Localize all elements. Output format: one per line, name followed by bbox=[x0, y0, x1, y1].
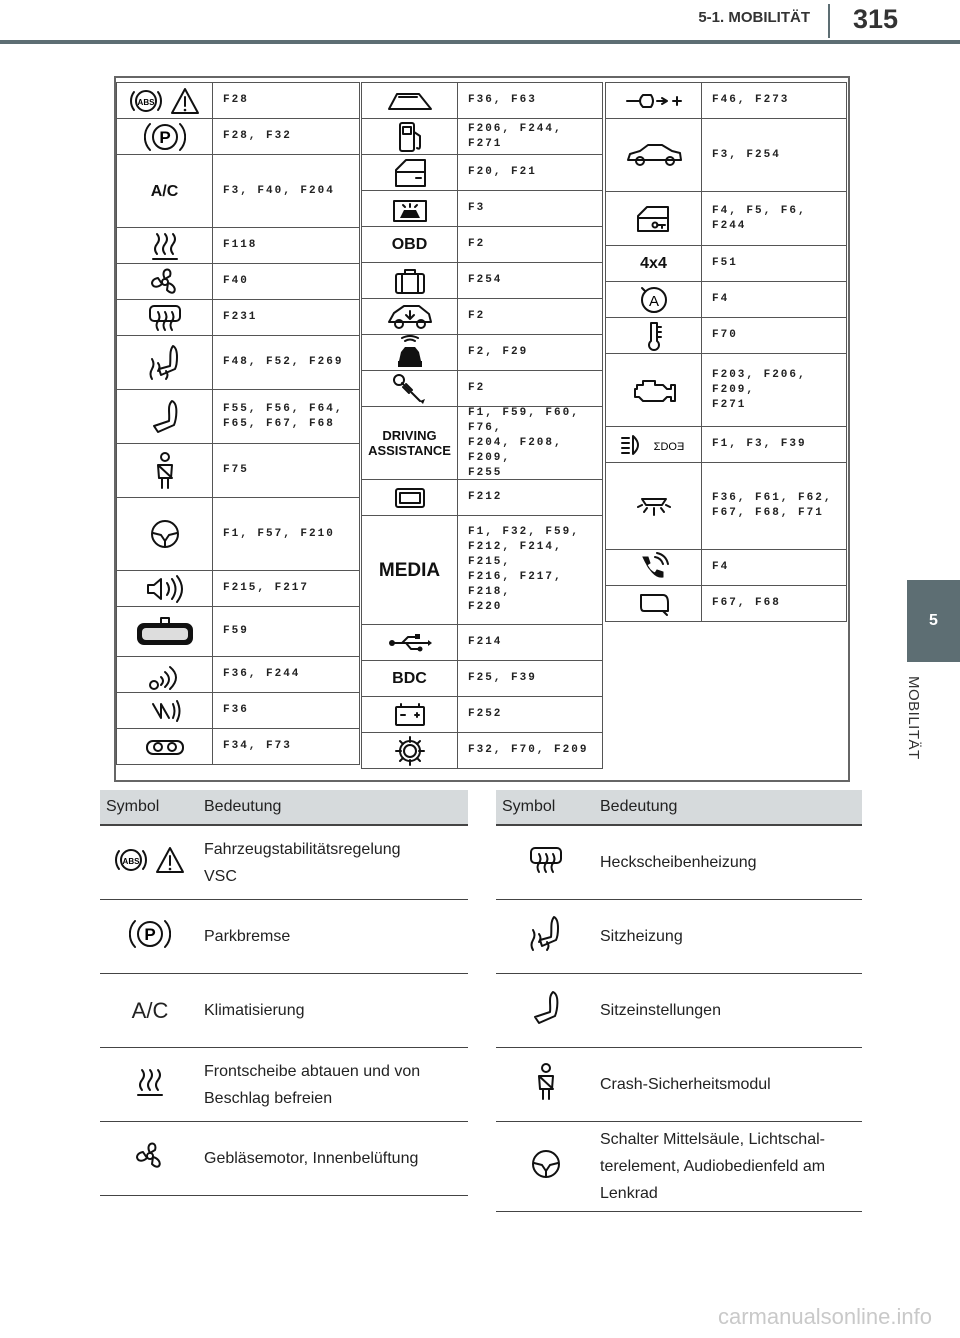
fuse-codes: F1, F59, F60, F76, F204, F208, F209, F255 bbox=[468, 406, 580, 479]
legend-row bbox=[496, 1122, 862, 1212]
fuse-row bbox=[361, 334, 603, 371]
watermark: carmanualsonline.info bbox=[717, 1304, 932, 1329]
fuse-symbol-cell bbox=[362, 299, 458, 334]
fuse-codes: F2 bbox=[468, 238, 486, 250]
fuse-symbol-cell bbox=[362, 480, 458, 515]
display-icon bbox=[392, 486, 428, 510]
fuse-symbol-cell bbox=[117, 228, 213, 263]
fuse-symbol-cell bbox=[606, 119, 702, 191]
fuse-row bbox=[361, 515, 603, 625]
phone-icon bbox=[636, 552, 672, 584]
fuse-row bbox=[116, 389, 360, 444]
fuse-row bbox=[116, 118, 360, 155]
fuse-codes: F55, F56, F64, F65, F67, F68 bbox=[223, 402, 344, 430]
fuse-symbol-cell bbox=[117, 657, 213, 692]
auto-icon bbox=[637, 283, 671, 317]
ac-icon: A/C bbox=[150, 182, 179, 200]
fuse-symbol-cell bbox=[117, 571, 213, 606]
fuse-symbol-cell bbox=[117, 607, 213, 656]
media-icon: MEDIA bbox=[378, 559, 441, 581]
legend-symbol bbox=[496, 1122, 596, 1211]
driving-assistance-icon: DRIVING ASSISTANCE bbox=[368, 428, 451, 458]
legend-symbol bbox=[496, 900, 596, 973]
fuse-codes: F206, F244, F271 bbox=[468, 122, 563, 150]
interior-mirror-icon bbox=[134, 615, 196, 649]
headlight-level-icon bbox=[623, 91, 685, 111]
fuel-icon bbox=[395, 120, 425, 154]
legend-row bbox=[496, 826, 862, 900]
fuse-symbol-cell bbox=[117, 336, 213, 389]
fuse-row bbox=[361, 660, 603, 697]
door-lock-icon bbox=[632, 204, 676, 234]
fuse-row bbox=[361, 154, 603, 191]
thermometer-icon bbox=[643, 319, 665, 353]
fuse-symbol-cell bbox=[362, 516, 458, 624]
fuse-symbol-cell bbox=[362, 263, 458, 298]
legend-description: Schalter Mittelsäule, Lichtschal- terelement, Audiobedienfeld am Lenkrad bbox=[600, 1131, 826, 1202]
fuse-symbol-cell bbox=[606, 550, 702, 585]
sunroof-icon bbox=[385, 89, 435, 113]
fuse-codes: F36 bbox=[223, 704, 249, 716]
fuse-row bbox=[116, 497, 360, 571]
fuse-row bbox=[116, 606, 360, 657]
seat-heater-icon bbox=[527, 914, 565, 959]
fuse-row bbox=[361, 696, 603, 733]
fuse-row bbox=[605, 353, 847, 427]
legend-description: Fahrzeugstabilitätsregelung VSC bbox=[204, 840, 401, 885]
legend-description: Gebläsemotor, Innenbelüftung bbox=[204, 1150, 419, 1167]
fuse-symbol-cell bbox=[117, 155, 213, 227]
fuse-row bbox=[116, 728, 360, 765]
fuse-codes: F252 bbox=[468, 708, 503, 720]
fuse-codes: F67, F68 bbox=[712, 597, 781, 609]
fuse-symbol-cell bbox=[117, 693, 213, 728]
legend-symbol bbox=[496, 974, 596, 1047]
fuse-symbol-cell bbox=[606, 83, 702, 118]
fuse-row bbox=[116, 227, 360, 264]
col-symbol-header: Symbol bbox=[502, 798, 556, 815]
fuse-codes: F70 bbox=[712, 329, 738, 341]
windshield-defrost-icon bbox=[135, 1066, 165, 1103]
seat-adjust-icon bbox=[148, 398, 182, 436]
wash-icon bbox=[391, 194, 429, 224]
fuse-row bbox=[605, 549, 847, 586]
fuse-codes: F36, F61, F62, F67, F68, F71 bbox=[712, 492, 833, 519]
fuse-codes: F1, F32, F59, F212, F214, F215, F216, F217, F218, F220 bbox=[468, 526, 580, 613]
fuse-row bbox=[116, 82, 360, 119]
fuse-codes: F36, F244 bbox=[223, 668, 301, 680]
legend-description: Sitzeinstellungen bbox=[600, 1002, 721, 1019]
fuse-symbol-cell bbox=[362, 191, 458, 226]
key-signal-icon bbox=[147, 658, 183, 692]
windshield-defrost-icon bbox=[150, 230, 180, 262]
fuse-row bbox=[605, 462, 847, 550]
parking-brake-icon bbox=[144, 118, 186, 156]
fuse-symbol-cell bbox=[362, 697, 458, 732]
legend-description: Klimatisierung bbox=[204, 1002, 305, 1019]
legend-description: Heckscheibenheizung bbox=[600, 854, 757, 871]
fuse-codes: F1, F3, F39 bbox=[712, 438, 807, 450]
legend-symbol bbox=[496, 1048, 596, 1121]
fuse-row bbox=[361, 82, 603, 119]
mirror-icon bbox=[636, 591, 672, 617]
fuse-symbol-cell bbox=[606, 192, 702, 245]
chapter-tab[interactable]: 5 bbox=[907, 580, 960, 662]
seatbelt-icon bbox=[532, 1062, 560, 1107]
legend-symbol bbox=[100, 974, 200, 1047]
abs-warning-icon bbox=[129, 84, 201, 118]
dome-light-icon bbox=[634, 491, 674, 521]
fuse-codes: F59 bbox=[223, 625, 249, 637]
fuse-row bbox=[605, 191, 847, 246]
fuse-row bbox=[361, 370, 603, 407]
fuse-codes: F3, F254 bbox=[712, 148, 781, 161]
fuse-symbol-cell bbox=[362, 155, 458, 190]
legend-row bbox=[100, 826, 468, 900]
seat-heater-icon bbox=[146, 343, 184, 383]
car-roof-icon bbox=[385, 302, 435, 332]
legend-row bbox=[496, 974, 862, 1048]
fuse-codes: F34, F73 bbox=[223, 740, 292, 752]
legend-symbol bbox=[496, 826, 596, 899]
fuse-row bbox=[361, 732, 603, 769]
battery-icon bbox=[393, 702, 427, 728]
fuse-row bbox=[605, 317, 847, 354]
fuse-symbol-cell bbox=[606, 463, 702, 549]
legend-row bbox=[100, 900, 468, 974]
glasses-icon bbox=[143, 735, 187, 759]
engine-icon bbox=[629, 373, 679, 407]
rear-window-heater-icon bbox=[528, 845, 564, 880]
legend-header bbox=[496, 790, 862, 826]
usb-icon bbox=[386, 633, 434, 653]
nfc-icon bbox=[147, 696, 183, 726]
fuse-symbol-cell bbox=[117, 390, 213, 443]
fan-icon bbox=[147, 264, 183, 300]
page-number: 315 bbox=[852, 4, 898, 34]
legend-symbol bbox=[100, 826, 200, 899]
fuse-codes: F51 bbox=[712, 257, 738, 269]
col-meaning-header: Bedeutung bbox=[600, 798, 678, 815]
legend-row bbox=[100, 1048, 468, 1122]
chapter-label bbox=[905, 676, 945, 786]
fuse-codes: F3, F40, F204 bbox=[223, 184, 335, 197]
fuse-codes: F254 bbox=[468, 274, 503, 286]
steering-wheel-icon bbox=[529, 1147, 563, 1186]
fan-icon bbox=[132, 1138, 168, 1179]
gear-icon bbox=[393, 734, 427, 768]
door-icon bbox=[390, 157, 430, 189]
svg-text:ABS: ABS bbox=[122, 857, 140, 866]
fuse-codes: F28, F32 bbox=[223, 130, 292, 142]
fuse-row bbox=[116, 692, 360, 729]
header-rule bbox=[0, 40, 960, 44]
fuse-symbol-cell bbox=[362, 733, 458, 768]
fuse-codes: F2, F29 bbox=[468, 346, 529, 358]
steering-wheel-icon bbox=[148, 517, 182, 551]
fuse-codes: F40 bbox=[223, 275, 249, 287]
fuse-row bbox=[116, 335, 360, 390]
seat-adjust-icon bbox=[529, 989, 563, 1032]
col-meaning-header: Bedeutung bbox=[204, 798, 282, 815]
legend-description: Frontscheibe abtauen und von Beschlag befreien bbox=[204, 1062, 421, 1107]
header-divider bbox=[828, 4, 830, 38]
legend-row bbox=[100, 974, 468, 1048]
fuse-codes: F3 bbox=[468, 202, 486, 214]
svg-text:A: A bbox=[648, 292, 659, 310]
seatbelt-icon bbox=[151, 451, 179, 491]
fuse-row bbox=[361, 479, 603, 516]
fuse-codes: F48, F52, F269 bbox=[223, 356, 344, 368]
fuse-row bbox=[116, 656, 360, 693]
speaker-icon bbox=[143, 574, 187, 604]
rear-window-heater-icon bbox=[147, 303, 183, 333]
fuse-symbol-cell bbox=[362, 661, 458, 696]
fuse-symbol-cell bbox=[606, 318, 702, 353]
fuse-row bbox=[361, 226, 603, 263]
legend-row bbox=[496, 1048, 862, 1122]
section-title: 5-1. MOBILITÄT bbox=[698, 9, 810, 26]
fuse-row bbox=[361, 624, 603, 661]
fuse-symbol-panel bbox=[114, 76, 850, 782]
svg-text:ƩDOƎ: ƩDOƎ bbox=[653, 440, 684, 453]
fuse-row bbox=[605, 82, 847, 119]
4x4-icon: 4x4 bbox=[640, 255, 667, 272]
fuse-symbol-cell bbox=[117, 729, 213, 764]
fuse-symbol-cell bbox=[362, 227, 458, 262]
fuse-row bbox=[361, 190, 603, 227]
fuse-row bbox=[361, 298, 603, 335]
fuse-symbol-cell bbox=[117, 83, 213, 118]
fuse-codes: F4 bbox=[712, 561, 730, 573]
fuse-symbol-cell bbox=[362, 335, 458, 370]
legend-symbol bbox=[100, 1048, 200, 1121]
fuse-row bbox=[116, 570, 360, 607]
fuse-codes: F231 bbox=[223, 311, 258, 323]
fuse-row bbox=[116, 443, 360, 498]
fuse-codes: F2 bbox=[468, 310, 486, 322]
ac-icon: A/C bbox=[131, 998, 169, 1023]
fuse-codes: F4 bbox=[712, 293, 730, 305]
fuse-symbol-cell bbox=[117, 264, 213, 299]
page-header bbox=[0, 0, 960, 46]
parking-brake-icon bbox=[129, 915, 171, 958]
fuse-row bbox=[605, 118, 847, 192]
col-symbol-header: Symbol bbox=[106, 798, 160, 815]
legend-description: Sitzheizung bbox=[600, 928, 683, 945]
fuse-row bbox=[361, 118, 603, 155]
fuse-codes: F20, F21 bbox=[468, 166, 537, 178]
fuse-row bbox=[361, 262, 603, 299]
fuse-symbol-cell bbox=[362, 371, 458, 406]
fuse-codes: F75 bbox=[223, 464, 249, 476]
fuse-codes: F36, F63 bbox=[468, 94, 537, 106]
fuse-row bbox=[605, 245, 847, 282]
legend-symbol bbox=[100, 1122, 200, 1195]
fuse-row bbox=[605, 426, 847, 463]
fuse-codes: F215, F217 bbox=[223, 582, 310, 594]
fuse-symbol-cell bbox=[117, 498, 213, 570]
car-side-icon bbox=[624, 141, 684, 169]
legend-row bbox=[496, 900, 862, 974]
fuse-symbol-cell bbox=[606, 427, 702, 462]
obd-icon: OBD bbox=[391, 236, 428, 253]
fuse-row bbox=[605, 585, 847, 622]
fuse-codes: F25, F39 bbox=[468, 672, 537, 684]
fuse-symbol-cell bbox=[362, 625, 458, 660]
fuse-row bbox=[116, 263, 360, 300]
legend-row bbox=[100, 1122, 468, 1196]
fuse-row bbox=[361, 406, 603, 480]
fuse-symbol-cell bbox=[606, 586, 702, 621]
fuse-codes: F2 bbox=[468, 382, 486, 394]
tow-hitch-icon bbox=[390, 371, 430, 407]
fuse-codes: F32, F70, F209 bbox=[468, 744, 589, 756]
fuse-symbol-cell bbox=[606, 282, 702, 317]
fuse-codes: F1, F57, F210 bbox=[223, 527, 335, 540]
abs-warning-icon bbox=[114, 843, 186, 882]
fuse-codes: F118 bbox=[223, 239, 258, 251]
fuse-codes: F28 bbox=[223, 94, 249, 106]
legend-symbol bbox=[100, 900, 200, 973]
fuse-row bbox=[116, 154, 360, 228]
car-sensor-icon bbox=[392, 335, 428, 371]
bdc-icon: BDC bbox=[392, 670, 427, 687]
svg-text:P: P bbox=[144, 925, 156, 944]
fuse-row bbox=[116, 299, 360, 336]
fuse-symbol-cell bbox=[362, 83, 458, 118]
svg-text:ABS: ABS bbox=[137, 97, 154, 107]
svg-text:P: P bbox=[158, 127, 171, 147]
legend-description: Crash-Sicherheitsmodul bbox=[600, 1076, 771, 1093]
fuse-symbol-cell bbox=[117, 300, 213, 335]
fuse-symbol-cell bbox=[606, 354, 702, 426]
fuse-codes: F4, F5, F6, F244 bbox=[712, 204, 807, 232]
fuse-row bbox=[605, 281, 847, 318]
lights-icon bbox=[619, 433, 689, 457]
fuse-codes: F203, F206, F209, F271 bbox=[712, 368, 807, 411]
fuse-codes: F214 bbox=[468, 636, 503, 648]
fuse-symbol-cell bbox=[362, 119, 458, 154]
fuse-codes: F212 bbox=[468, 491, 503, 503]
luggage-icon bbox=[392, 266, 428, 296]
fuse-symbol-cell bbox=[117, 119, 213, 154]
legend-description: Parkbremse bbox=[204, 928, 291, 945]
chapter-label-text: MOBILITÄT bbox=[905, 676, 922, 760]
fuse-symbol-cell bbox=[117, 444, 213, 497]
fuse-symbol-cell bbox=[362, 407, 458, 479]
fuse-symbol-cell bbox=[606, 246, 702, 281]
legend-header bbox=[100, 790, 468, 826]
fuse-codes: F46, F273 bbox=[712, 94, 790, 106]
